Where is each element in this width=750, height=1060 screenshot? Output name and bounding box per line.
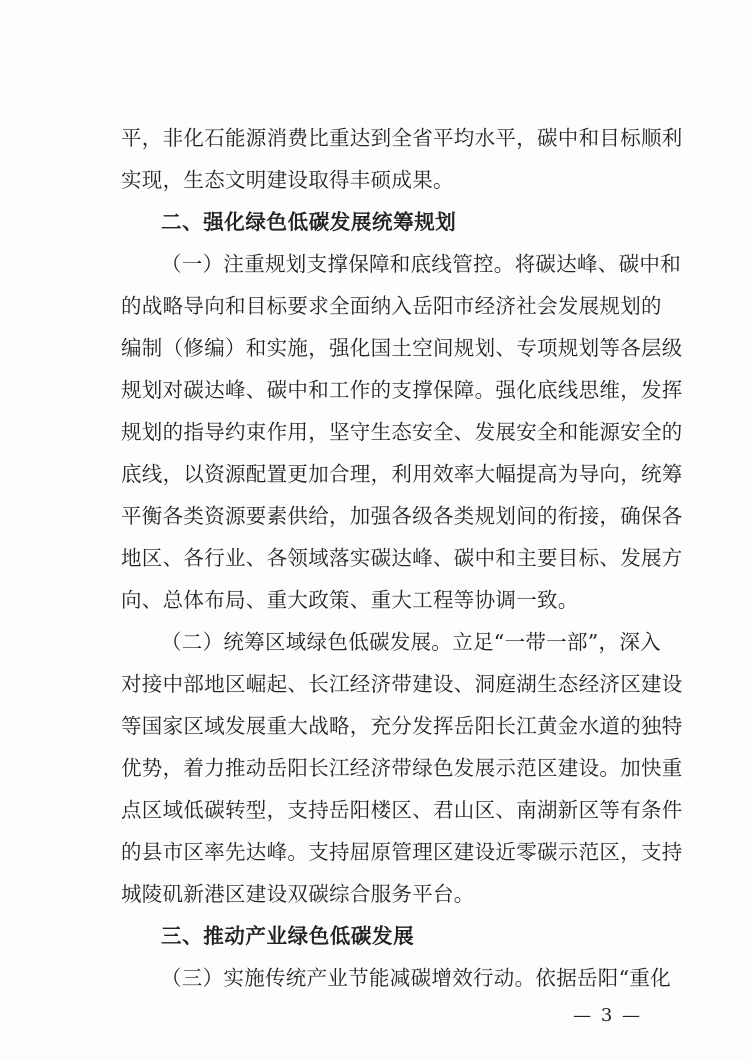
body-text-line: 优势，着力推动岳阳长江经济带绿色发展示范区建设。加快重 [121, 756, 683, 780]
paragraph-first-line: （二）统筹区域绿色低碳发展。立足“一带一部”，深入 [161, 630, 661, 654]
body-text-line: 向、总体布局、重大政策、重大工程等协调一致。 [121, 588, 579, 612]
body-text-line: 等国家区域发展重大战略，充分发挥岳阳长江黄金水道的独特 [121, 714, 683, 738]
body-text-line: 规划对碳达峰、碳中和工作的支撑保障。强化底线思维，发挥 [121, 378, 683, 402]
body-text-line: 的县市区率先达峰。支持屈原管理区建设近零碳示范区，支持 [121, 840, 683, 864]
body-text-line: 编制（修编）和实施，强化国土空间规划、专项规划等各层级 [121, 336, 683, 360]
body-text-line: 平衡各类资源要素供给，加强各级各类规划间的衔接，确保各 [121, 504, 683, 528]
body-text-line: 对接中部地区崛起、长江经济带建设、洞庭湖生态经济区建设 [121, 672, 683, 696]
paragraph-first-line: （三）实施传统产业节能减碳增效行动。依据岳阳“重化 [161, 966, 671, 990]
body-text-line: 点区域低碳转型，支持岳阳楼区、君山区、南湖新区等有条件 [121, 798, 683, 822]
body-text-line: 实现，生态文明建设取得丰硕成果。 [121, 168, 454, 192]
body-text-line: 规划的指导约束作用，坚守生态安全、发展安全和能源安全的 [121, 420, 683, 444]
section-heading: 二、强化绿色低碳发展统筹规划 [161, 210, 457, 234]
body-text-line: 城陵矶新港区建设双碳综合服务平台。 [121, 882, 475, 906]
body-text-line: 的战略导向和目标要求全面纳入岳阳市经济社会发展规划的 [121, 294, 662, 318]
body-text-line: 底线，以资源配置更加合理，利用效率大幅提高为导向，统筹 [121, 462, 683, 486]
page-number: — 3 — [573, 1005, 642, 1026]
section-heading: 三、推动产业绿色低碳发展 [161, 924, 415, 948]
paragraph-first-line: （一）注重规划支撑保障和底线管控。将碳达峰、碳中和 [161, 252, 681, 276]
body-text-line: 地区、各行业、各领域落实碳达峰、碳中和主要目标、发展方 [121, 546, 683, 570]
body-text-line: 平，非化石能源消费比重达到全省平均水平，碳中和目标顺利 [121, 126, 683, 150]
